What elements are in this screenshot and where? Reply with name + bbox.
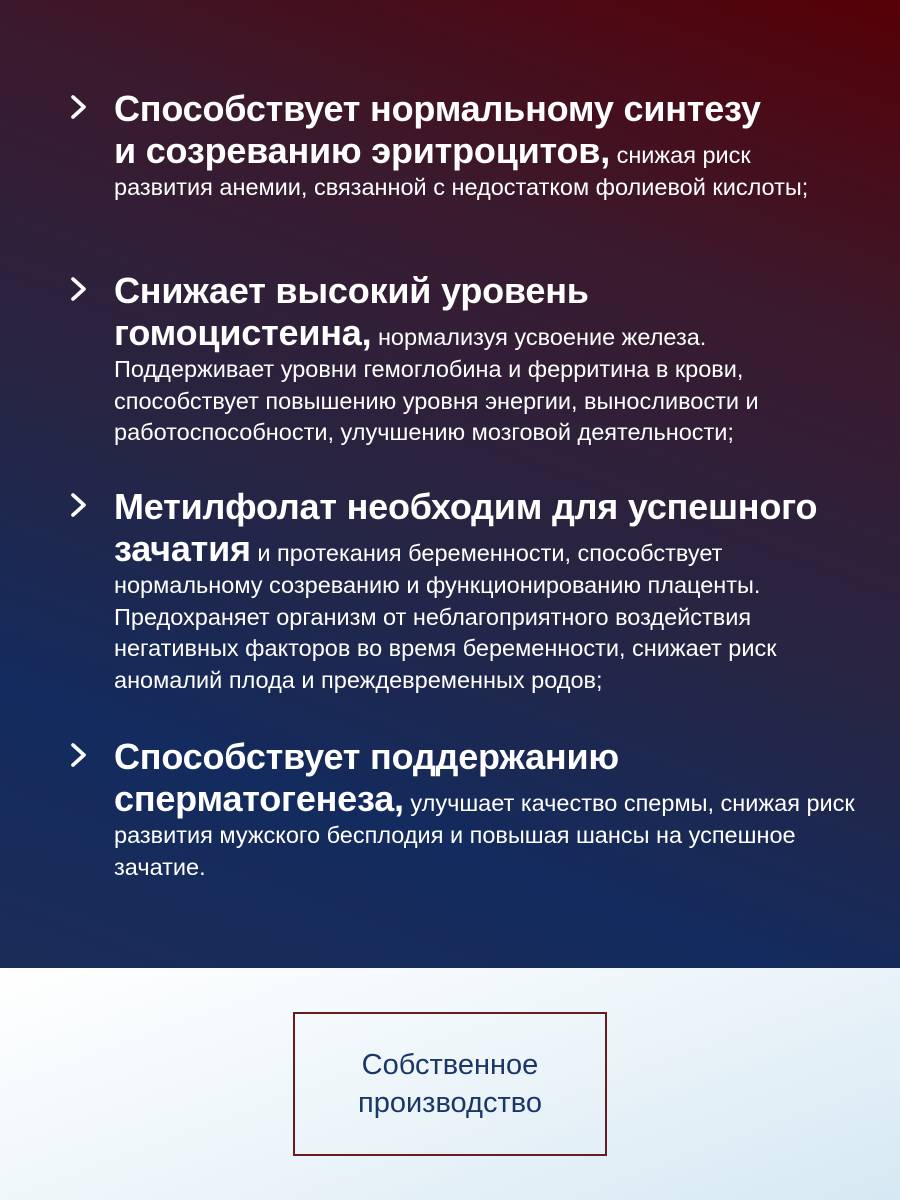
benefit-description: и протекания беременности, способствует нормальному созреванию и функционированию плаценты. Предохраняет организм от неблагоприятного воздействия негативных факторов во время беременности, снижает риск аномалий плода и преждевременных родов; — [114, 540, 777, 693]
chevron-right-icon — [66, 94, 92, 120]
benefit-title: Метилфолат необходим для успешного — [114, 486, 818, 527]
chevron-right-icon — [66, 276, 92, 302]
benefit-description: снижая риск развития анемии, связанной с недостатком фолиевой кислоты; — [114, 142, 809, 200]
benefit-title: Способствует нормальному синтезу — [114, 88, 761, 129]
own-production-badge — [293, 1012, 607, 1156]
benefit-item — [66, 486, 856, 696]
benefit-title: зачатия — [114, 528, 251, 569]
benefit-title: гомоцистеина, — [114, 312, 372, 353]
chevron-right-icon — [66, 492, 92, 518]
benefit-item — [66, 88, 856, 204]
benefit-description: улучшает качество спермы, снижая риск развития мужского бесплодия и повышая шансы на успешное зачатие. — [114, 790, 855, 880]
chevron-right-icon — [66, 742, 92, 768]
benefit-item — [66, 736, 856, 883]
badge-label: Собственное производство — [358, 1049, 542, 1119]
benefit-title: и созреванию эритроцитов, — [114, 130, 611, 171]
benefit-title: сперматогенеза, — [114, 778, 404, 819]
benefit-title: Способствует поддержанию — [114, 736, 619, 777]
benefit-description: нормализуя усвоение железа. Поддерживает уровни гемоглобина и ферритина в крови, способствует повышению уровня энергии, выносливости и работоспособности, улучшению мозговой деятельности; — [114, 324, 759, 445]
benefit-item — [66, 270, 856, 449]
benefit-title: Снижает высокий уровень — [114, 270, 589, 311]
